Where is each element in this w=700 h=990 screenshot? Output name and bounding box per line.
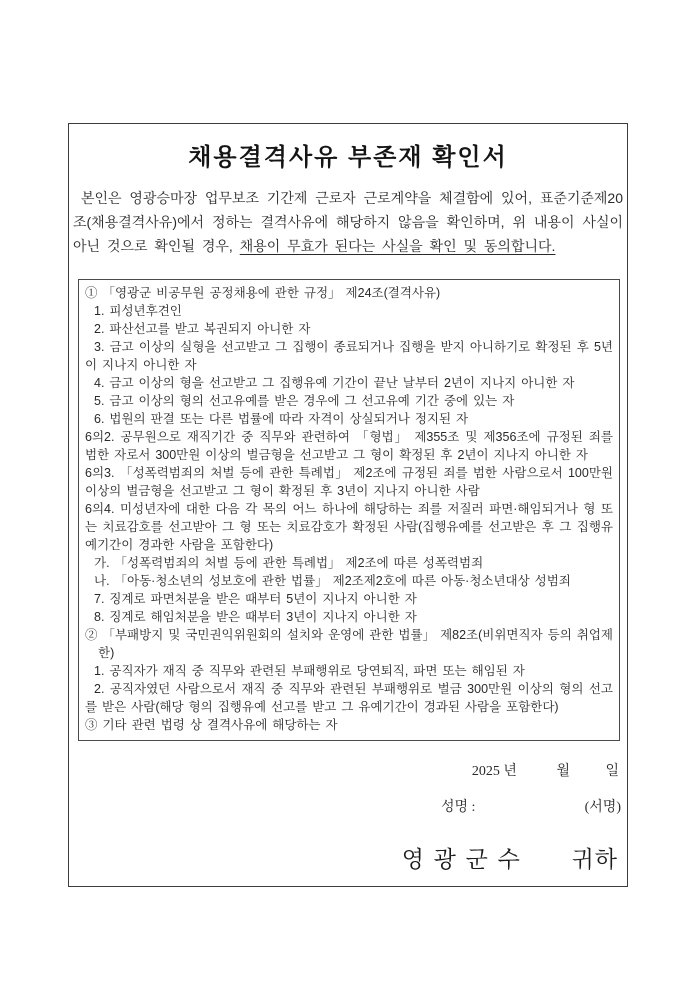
clause-text: 6의3. 「성폭력범죄의 처벌 등에 관한 특례법」 제2조에 규정된 죄를 범한 사람으로서 100만원 이상의 벌금형을 선고받고 그 형이 확정된 후 3년이 지나지 아니한 사람 — [85, 466, 613, 498]
clause-text: 6의4. 미성년자에 대한 다음 각 목의 어느 하나에 해당하는 죄를 저질러 파면·해임되거나 형 또는 치료감호를 선고받아 그 형 또는 치료감호가 확정된 사람(집행유예를 선고받은 후 그 집행유예기간이 경과한 사람을 포함한다) — [85, 502, 613, 552]
clause-text: 가. 「성폭력범죄의 처벌 등에 관한 특례법」 제2조에 따른 성폭력범죄 — [94, 556, 484, 570]
clause-text: 1. 공직자가 재직 중 직무와 관련된 부패행위로 당연퇴직, 파면 또는 해임된 자 — [94, 664, 525, 678]
date-line — [472, 760, 619, 780]
clause-text: 2. 공직자였던 사람으로서 재직 중 직무와 관련된 부패행위로 벌금 300만원 이상의 형의 선고를 받은 사람(해당 형의 집행유예 선고를 받고 그 유예기간이 경과된 사람을 포함한다) — [85, 682, 613, 714]
clause-text: 4. 금고 이상의 형을 선고받고 그 집행유예 기간이 끝난 날부터 2년이 지나지 아니한 자 — [94, 376, 575, 390]
clause-text: 나. 「아동·청소년의 성보호에 관한 법률」 제2조제2호에 따른 아동·청소년대상 성범죄 — [94, 574, 571, 588]
date-year: 2025 — [471, 764, 500, 779]
clause-text: 2. 파산선고를 받고 복권되지 아니한 자 — [94, 322, 311, 336]
clause-text: ① 「영광군 비공무원 공정채용에 관한 규정」 제24조(결격사유) — [85, 286, 441, 300]
sign-label: (서명) — [584, 800, 621, 815]
clause-text: 6. 법원의 판결 또는 다른 법률에 따라 자격이 상실되거나 정지된 자 — [94, 412, 469, 426]
name-label: 성명 : — [441, 800, 476, 815]
clause-text: 7. 징계로 파면처분을 받은 때부터 5년이 지나지 아니한 자 — [94, 592, 417, 606]
recipient-line — [402, 841, 618, 874]
clause-text: 1. 피성년후견인 — [94, 304, 182, 318]
disqualification-clause-box — [78, 279, 620, 741]
date-year-label: 년 — [503, 764, 517, 779]
signature-line — [441, 796, 621, 816]
document-border — [68, 123, 628, 887]
clause-text: 6의2. 공무원으로 재직기간 중 직무와 관련하여 「형법」 제355조 및 제356조에 규정된 죄를 범한 자로서 300만원 이상의 벌금형을 선고받고 그 형이 확정된 후 2년이 지나지 아니한 자 — [85, 430, 613, 462]
intro-underlined-text: 채용이 무효가 된다는 사실을 확인 및 동의합니다. — [239, 238, 556, 254]
date-month-label: 월 — [556, 764, 570, 779]
clause-text: 8. 징계로 해임처분을 받은 때부터 3년이 지나지 아니한 자 — [94, 610, 417, 624]
intro-text: 본인은 영광승마장 업무보조 기간제 근로자 근로계약을 체결함에 있어, 표준기준제20조(채용결격사유)에서 정하는 결격사유에 해당하지 않음을 확인하며, 위 내용이 사실이 아닌 것으로 확인될 경우, — [73, 190, 623, 254]
intro-paragraph — [73, 186, 623, 258]
recipient-suffix: 귀하 — [571, 847, 618, 872]
date-day-label: 일 — [605, 764, 619, 779]
document-title: 채용결격사유 부존재 확인서 — [188, 144, 508, 171]
clause-text: ② 「부패방지 및 국민권익위원회의 설치와 운영에 관한 법률」 제82조(비위면직자 등의 취업제한) — [85, 628, 613, 660]
clause-text: ③ 기타 관련 법령 상 결격사유에 해당하는 자 — [85, 718, 338, 732]
clause-text: 5. 금고 이상의 형의 선고유예를 받은 경우에 그 선고유예 기간 중에 있는 자 — [94, 394, 515, 408]
recipient-name: 영 광 군 수 — [401, 847, 522, 872]
clause-text: 3. 금고 이상의 실형을 선고받고 그 집행이 종료되거나 집행을 받지 아니하기로 확정된 후 5년이 지나지 아니한 자 — [85, 340, 613, 372]
